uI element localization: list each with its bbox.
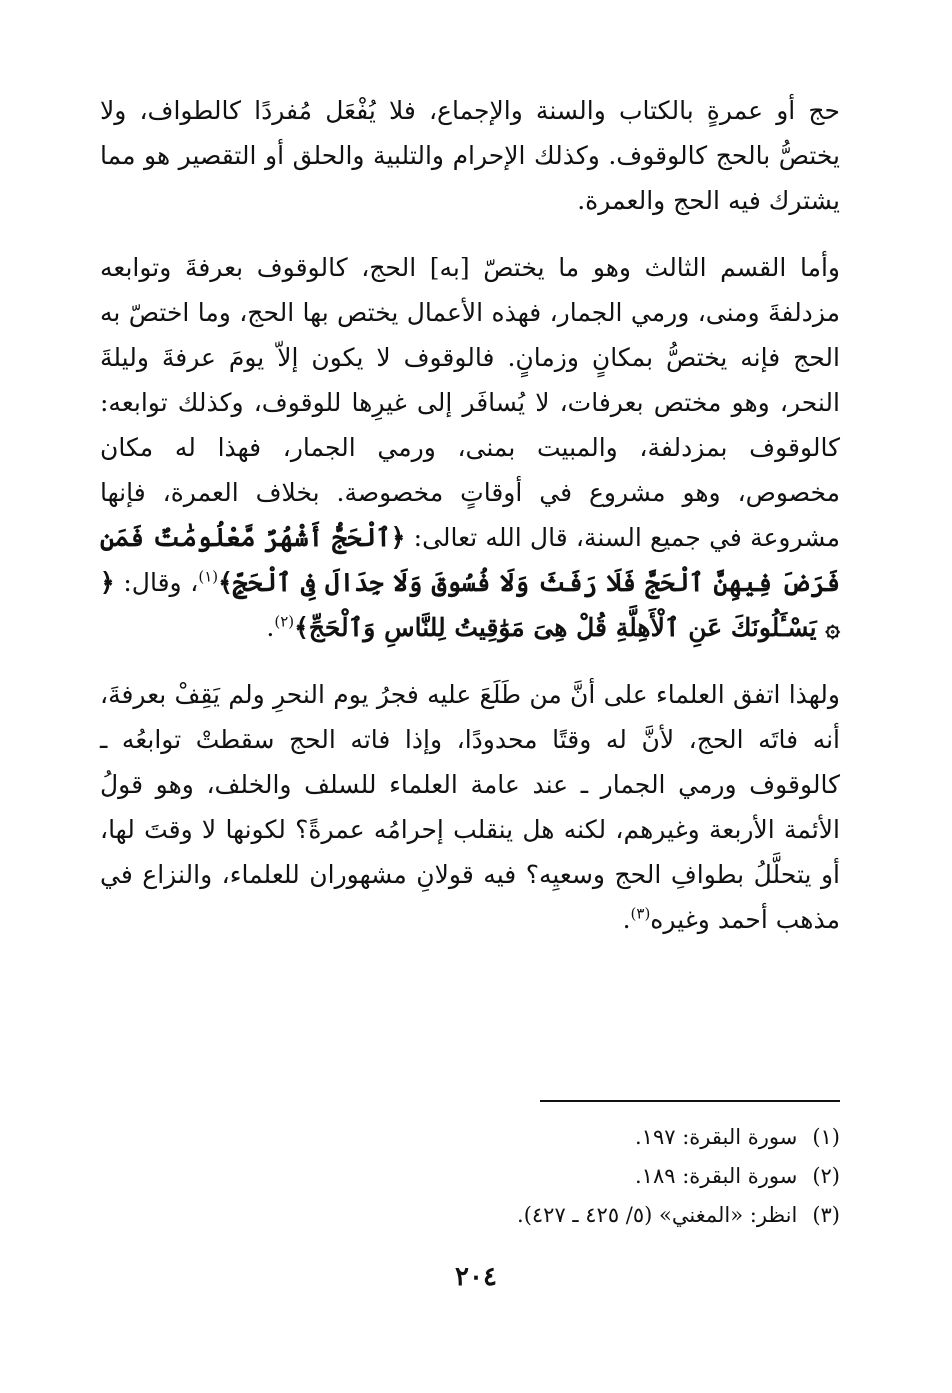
footnote-ref-2: (٢) <box>274 612 295 631</box>
footnote-text: انظر: «المغني» (٥/ ٤٢٥ ـ ٤٢٧). <box>517 1203 798 1227</box>
footnote-text: سورة البقرة: ١٨٩. <box>634 1164 798 1188</box>
footnote-number: (٢) <box>812 1164 840 1188</box>
paragraph-3-text: ولهذا اتفق العلماء على أنَّ من طَلَعَ عليه فجرُ يوم النحرِ ولم يَقِفْ بعرفةَ، أنه فاتَه الحج، لأنَّ له وقتًا محدودًا، وإذا فاته الحج سقطتْ توابعُه ـ كالوقوف ورمي الجمار ـ عند عامة العلماء للسلف والخلف، وهو قولُ الأئمة الأربعة وغيرهم، لكنه هل ينقلب إحرامُه عمرةً؟ لكونها لا وقتَ لها، أو يتحلَّلُ بطوافِ الحج وسعيِه؟ فيه قولانِ مشهوران للعلماء، والنزاع في مذهب أحمد وغيره <box>100 680 840 934</box>
footnote-1 <box>100 1118 840 1157</box>
paragraph-1: حج أو عمرةٍ بالكتاب والسنة والإجماع، فلا يُفْعَل مُفردًا كالطواف، ولا يختصُّ بالحج كالوقوف. وكذلك الإحرام والتلبية والحلق أو التقصير هو مما يشترك فيه الحج والعمرة. <box>100 96 840 215</box>
quran-verse-2: ﴿ ۞ يَسْـَٔلُونَكَ عَنِ ٱلْأَهِلَّةِ قُلْ هِىَ مَوَٰقِيتُ لِلنَّاسِ وَٱلْحَجِّ﴾ <box>100 568 840 642</box>
quran-verse-1: ﴿ٱلْحَجُّ أَشْهُرٌ مَّعْلُومَٰتٌ فَمَن فَرَضَ فِيهِنَّ ٱلْحَجَّ فَلَا رَفَثَ وَلَا فُسُوقَ وَلَا جِدَالَ فِى ٱلْحَجِّ﴾ <box>100 523 840 597</box>
footnote-ref-1: (١) <box>198 567 219 586</box>
main-text <box>100 88 840 942</box>
footnote-divider <box>540 1100 840 1102</box>
footnote-3 <box>100 1196 840 1235</box>
paragraph-3-end: . <box>622 905 631 934</box>
paragraph-2 <box>100 245 840 650</box>
footnote-number: (١) <box>812 1125 840 1149</box>
footnote-ref-3: (٣) <box>630 904 651 923</box>
footnote-text: سورة البقرة: ١٩٧. <box>634 1125 798 1149</box>
paragraph-3 <box>100 672 840 942</box>
paragraph-2-text: وأما القسم الثالث وهو ما يختصّ [به] الحج، كالوقوف بعرفةَ وتوابعه مزدلفةَ ومنى، ورمي الجمار، فهذه الأعمال يختص بها الحج، وما اختصّ به الحج فإنه يختصُّ بمكانٍ وزمانٍ. فالوقوف لا يكون إلاّ يومَ عرفةَ وليلةَ النحر، وهو مختص بعرفات، لا يُسافَر إلى غيرِها للوقوف، وكذلك توابعه: كالوقوف بمزدلفة، والمبيت بمنى، ورمي الجمار، فهذا له مكان مخصوص، وهو مشروع في أوقاتٍ مخصوصة. بخلاف العمرة، فإنها مشروعة في جميع السنة، قال الله تعالى: <box>100 253 840 552</box>
footnote-2 <box>100 1157 840 1196</box>
page-number: ٢٠٤ <box>455 1262 497 1292</box>
paragraph-2-joiner: ، وقال: <box>123 568 199 597</box>
footnote-number: (٣) <box>812 1203 840 1227</box>
footnotes <box>100 1118 840 1235</box>
paragraph-2-end: . <box>266 613 275 642</box>
